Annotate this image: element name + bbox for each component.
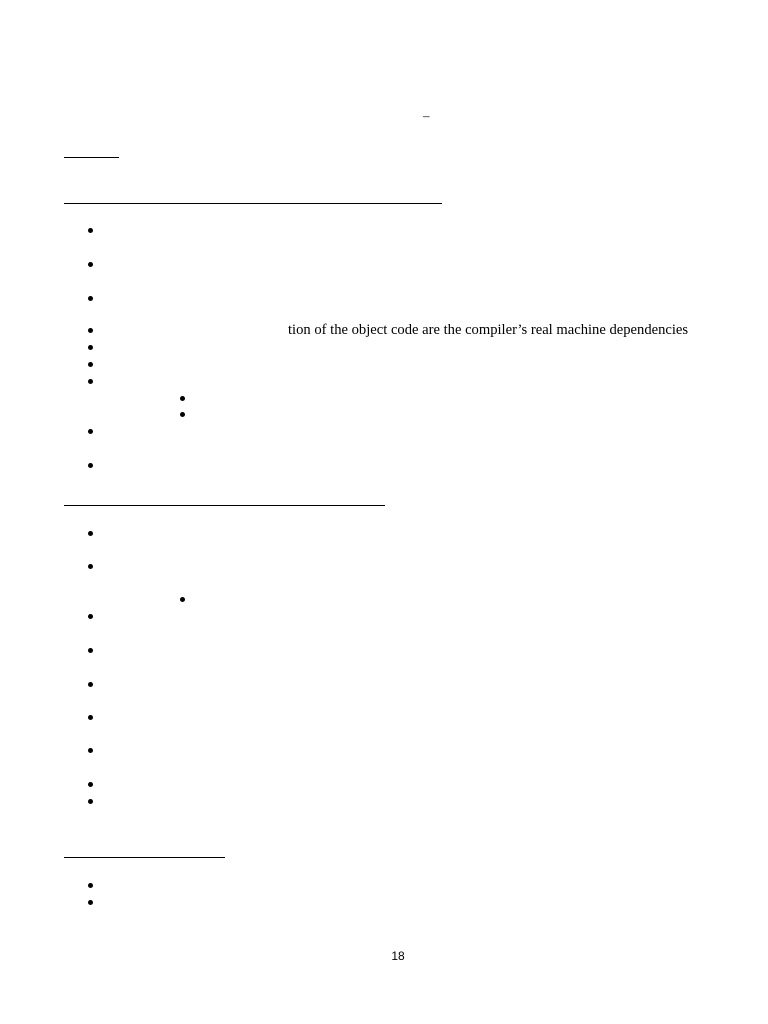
list-bullet — [88, 748, 93, 753]
list-bullet — [88, 682, 93, 687]
list-bullet — [88, 262, 93, 267]
list-bullet — [88, 379, 93, 384]
list-bullet — [88, 564, 93, 569]
list-bullet — [88, 799, 93, 804]
list-bullet — [88, 614, 93, 619]
sub-list-bullet — [180, 396, 185, 401]
list-bullet — [88, 883, 93, 888]
section-3-heading-underline — [64, 857, 225, 858]
list-bullet — [88, 362, 93, 367]
section-1-bullet-4-text: tion of the object code are the compiler’s real machine dependencies — [288, 322, 689, 338]
list-bullet — [88, 531, 93, 536]
list-bullet — [88, 328, 93, 333]
list-bullet — [88, 648, 93, 653]
section-1-heading-underline — [64, 203, 442, 204]
sub-list-bullet — [180, 412, 185, 417]
heading-underline-short — [64, 157, 119, 158]
section-2-heading-underline — [64, 505, 385, 506]
list-bullet — [88, 429, 93, 434]
sub-list-bullet — [180, 597, 185, 602]
list-bullet — [88, 782, 93, 787]
page-number: 18 — [391, 949, 405, 963]
header-dash: – — [423, 108, 430, 123]
list-bullet — [88, 463, 93, 468]
list-bullet — [88, 900, 93, 905]
list-bullet — [88, 345, 93, 350]
list-bullet — [88, 228, 93, 233]
list-bullet — [88, 715, 93, 720]
list-bullet — [88, 296, 93, 301]
